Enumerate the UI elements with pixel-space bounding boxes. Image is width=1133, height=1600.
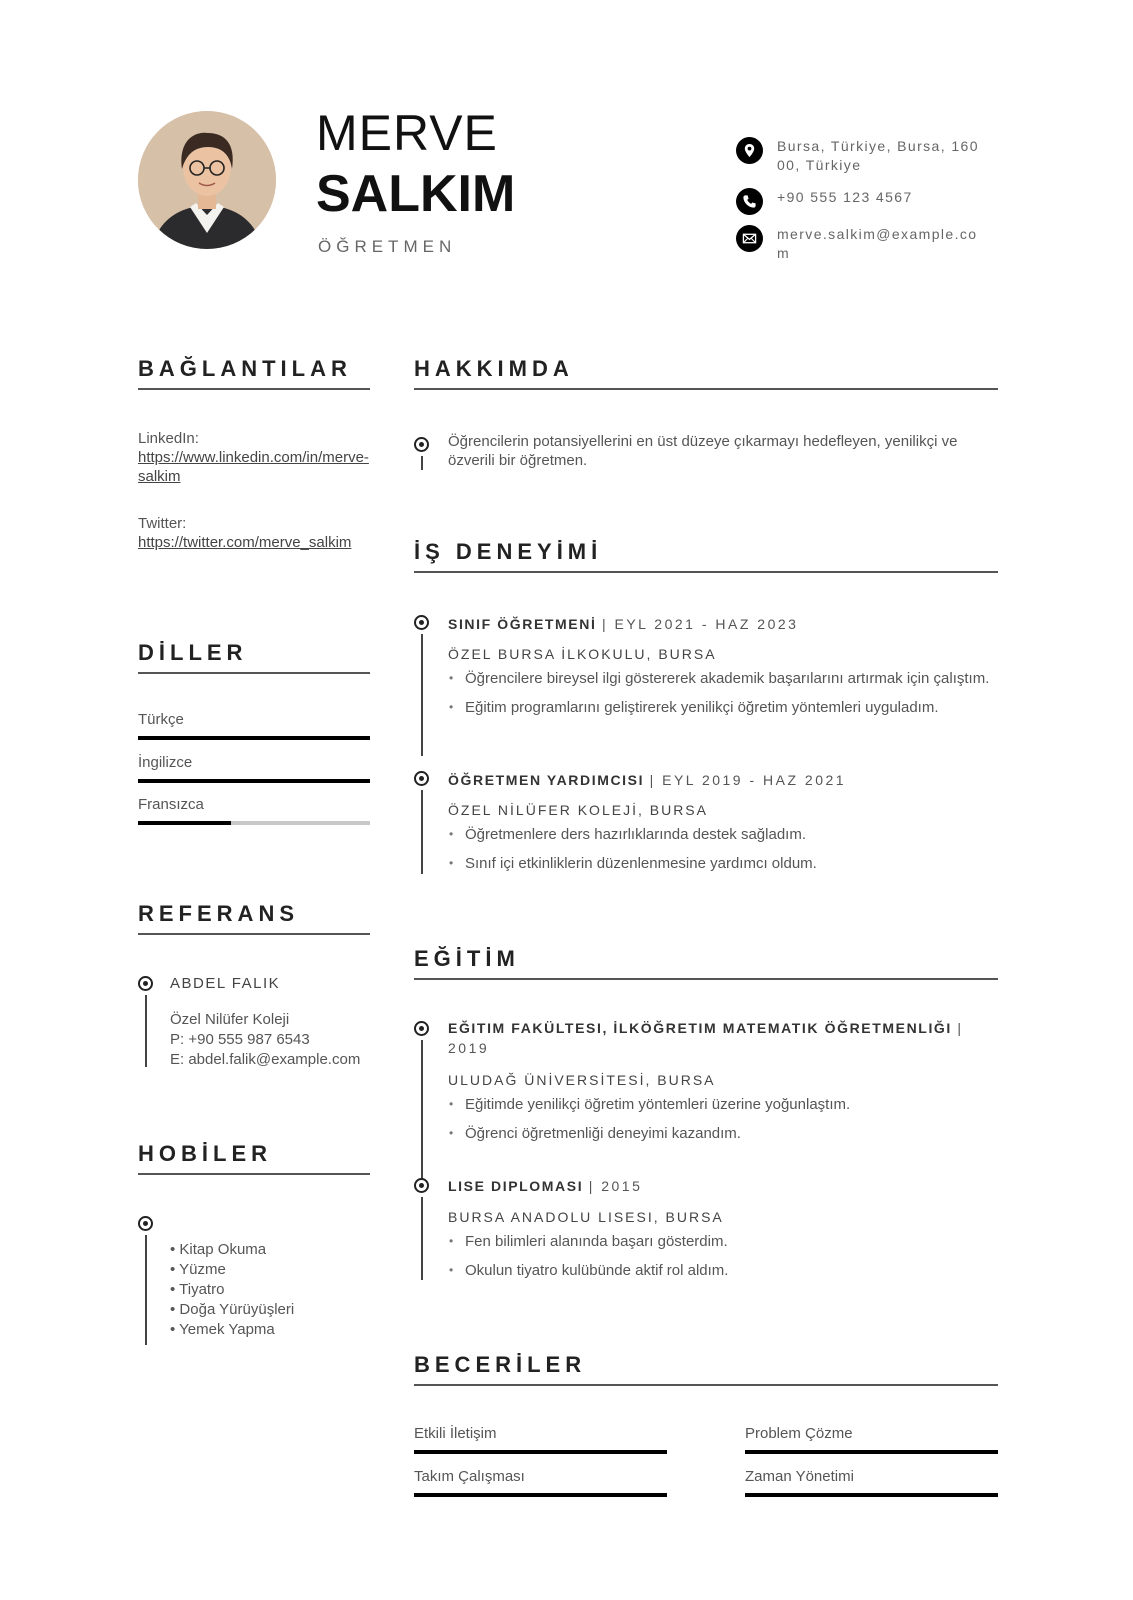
hobby-item: • Doğa Yürüyüşleri — [170, 1300, 294, 1320]
reference-phone: P: +90 555 987 6543 — [170, 1031, 310, 1048]
experience-role-name: ÖĞRETMEN YARDIMCISI — [448, 772, 645, 788]
contact-email — [736, 225, 996, 263]
connections-heading: BAĞLANTILAR — [138, 356, 370, 390]
language-level-fill — [138, 779, 370, 783]
experience-point: • Öğretmenlere ders hazırlıklarında destek sağladım. — [448, 825, 998, 844]
last-name: SALKIM — [316, 165, 516, 223]
profile-photo — [138, 111, 276, 249]
language-name: İngilizce — [138, 754, 193, 771]
education-dates: | 2015 — [588, 1178, 643, 1194]
education-points — [448, 1095, 998, 1153]
twitter-label: Twitter: — [138, 515, 187, 532]
education-bullet-icon — [414, 1178, 429, 1193]
hobby-list — [170, 1240, 294, 1340]
experience-role — [448, 614, 998, 634]
portrait-image — [138, 111, 276, 249]
experience-dates: | EYL 2021 - HAZ 2023 — [601, 616, 799, 632]
about-bullet-icon — [414, 437, 429, 452]
contact-address — [736, 137, 996, 175]
about-heading: HAKKIMDA — [414, 356, 998, 390]
education-point: • Öğrenci öğretmenliği deneyimi kazandım. — [448, 1124, 998, 1143]
skills-heading: BECERİLER — [414, 1352, 998, 1386]
skill-name: Etkili İletişim — [414, 1425, 497, 1442]
education-point: • Okulun tiyatro kulübünde aktif rol aldım. — [448, 1261, 998, 1280]
twitter-link[interactable]: https://twitter.com/merve_salkim — [138, 534, 352, 551]
education-bullet-icon — [414, 1021, 429, 1036]
reference-name: ABDEL FALIK — [170, 975, 281, 992]
experience-point: • Öğrencilere bireysel ilgi göstererek akademik başarılarını artırmak için çalıştım. — [448, 669, 998, 688]
hobby-item: • Kitap Okuma — [170, 1240, 294, 1260]
linkedin-link[interactable]: https://www.linkedin.com/in/merve-salkim — [138, 449, 369, 485]
about-timeline-line — [421, 456, 423, 470]
linkedin-label: LinkedIn: — [138, 430, 199, 447]
email-text: merve.salkim@example.com — [777, 226, 978, 261]
hobby-item: • Yüzme — [170, 1260, 294, 1280]
phone-text: +90 555 123 4567 — [777, 189, 913, 205]
skill-item — [745, 1468, 998, 1497]
envelope-icon — [736, 225, 763, 252]
experience-org: ÖZEL BURSA İLKOKULU, BURSA — [448, 646, 717, 662]
education-degree-name: EĞITIM FAKÜLTESI, İLKÖĞRETIM MATEMATIK ÖĞRETMENLIĞI — [448, 1020, 952, 1036]
hobbies-timeline-line — [145, 1235, 147, 1345]
skill-name: Problem Çözme — [745, 1425, 853, 1442]
education-point: • Fen bilimleri alanında başarı gösterdim. — [448, 1232, 998, 1251]
language-name: Türkçe — [138, 711, 184, 728]
education-degree — [448, 1176, 998, 1196]
linkedin-block — [138, 429, 370, 486]
language-level-fill — [138, 736, 370, 740]
education-school: BURSA ANADOLU LISESI, BURSA — [448, 1209, 724, 1225]
skill-item — [414, 1425, 667, 1454]
hobby-item: • Yemek Yapma — [170, 1320, 294, 1340]
experience-points — [448, 669, 998, 727]
experience-point: • Sınıf içi etkinliklerin düzenlenmesine yardımcı oldum. — [448, 854, 998, 873]
skill-level-bar — [414, 1450, 667, 1454]
experience-dates: | EYL 2019 - HAZ 2021 — [649, 772, 847, 788]
hobbies-heading: HOBİLER — [138, 1141, 370, 1175]
education-timeline-line — [421, 1197, 423, 1280]
education-point: • Eğitimde yenilikçi öğretim yöntemleri üzerine yoğunlaştım. — [448, 1095, 998, 1114]
about-text: Öğrencilerin potansiyellerini en üst düzeye çıkarmayı hedefleyen, yenilikçi ve özverili bir öğretmen. — [448, 433, 958, 469]
references-heading: REFERANS — [138, 901, 370, 935]
language-name: Fransızca — [138, 796, 204, 813]
skill-name: Takım Çalışması — [414, 1468, 525, 1485]
education-degree — [448, 1018, 998, 1058]
language-item — [138, 796, 370, 825]
education-degree-name: LISE DIPLOMASI — [448, 1178, 584, 1194]
language-item — [138, 711, 370, 740]
experience-points — [448, 825, 998, 883]
experience-role-name: SINIF ÖĞRETMENİ — [448, 616, 597, 632]
language-item — [138, 754, 370, 783]
skill-level-bar — [414, 1493, 667, 1497]
education-dates: | 2019 — [448, 1020, 964, 1056]
address-text: Bursa, Türkiye, Bursa, 16000, Türkiye — [777, 138, 979, 173]
skill-name: Zaman Yönetimi — [745, 1468, 854, 1485]
language-level-bar — [138, 779, 370, 783]
language-level-fill — [138, 821, 231, 825]
reference-details — [170, 1010, 360, 1070]
education-timeline-line — [421, 1040, 423, 1190]
first-name: MERVE — [316, 105, 498, 161]
education-heading: EĞİTİM — [414, 946, 998, 980]
skill-level-bar — [745, 1493, 998, 1497]
experience-role — [448, 770, 998, 790]
phone-icon — [736, 188, 763, 215]
experience-org: ÖZEL NİLÜFER KOLEJİ, BURSA — [448, 802, 708, 818]
skill-item — [414, 1468, 667, 1497]
experience-heading: İŞ DENEYİMİ — [414, 539, 998, 573]
skill-level-bar — [745, 1450, 998, 1454]
job-title: ÖĞRETMEN — [318, 237, 457, 256]
experience-timeline-line — [421, 634, 423, 756]
reference-timeline-line — [145, 995, 147, 1067]
reference-bullet-icon — [138, 976, 153, 991]
education-school: ULUDAĞ ÜNİVERSİTESİ, BURSA — [448, 1072, 716, 1088]
experience-timeline-line — [421, 790, 423, 874]
skill-item — [745, 1425, 998, 1454]
location-pin-icon — [736, 137, 763, 164]
experience-bullet-icon — [414, 615, 429, 630]
contact-phone — [736, 188, 996, 215]
education-points — [448, 1232, 998, 1290]
twitter-block — [138, 514, 370, 552]
languages-heading: DİLLER — [138, 640, 370, 674]
reference-company: Özel Nilüfer Koleji — [170, 1011, 290, 1028]
language-level-bar — [138, 821, 370, 825]
hobbies-bullet-icon — [138, 1216, 153, 1231]
hobby-item: • Tiyatro — [170, 1280, 294, 1300]
reference-email: E: abdel.falik@example.com — [170, 1051, 361, 1068]
experience-bullet-icon — [414, 771, 429, 786]
experience-point: • Eğitim programlarını geliştirerek yenilikçi öğretim yöntemleri uyguladım. — [448, 698, 998, 717]
language-level-bar — [138, 736, 370, 740]
